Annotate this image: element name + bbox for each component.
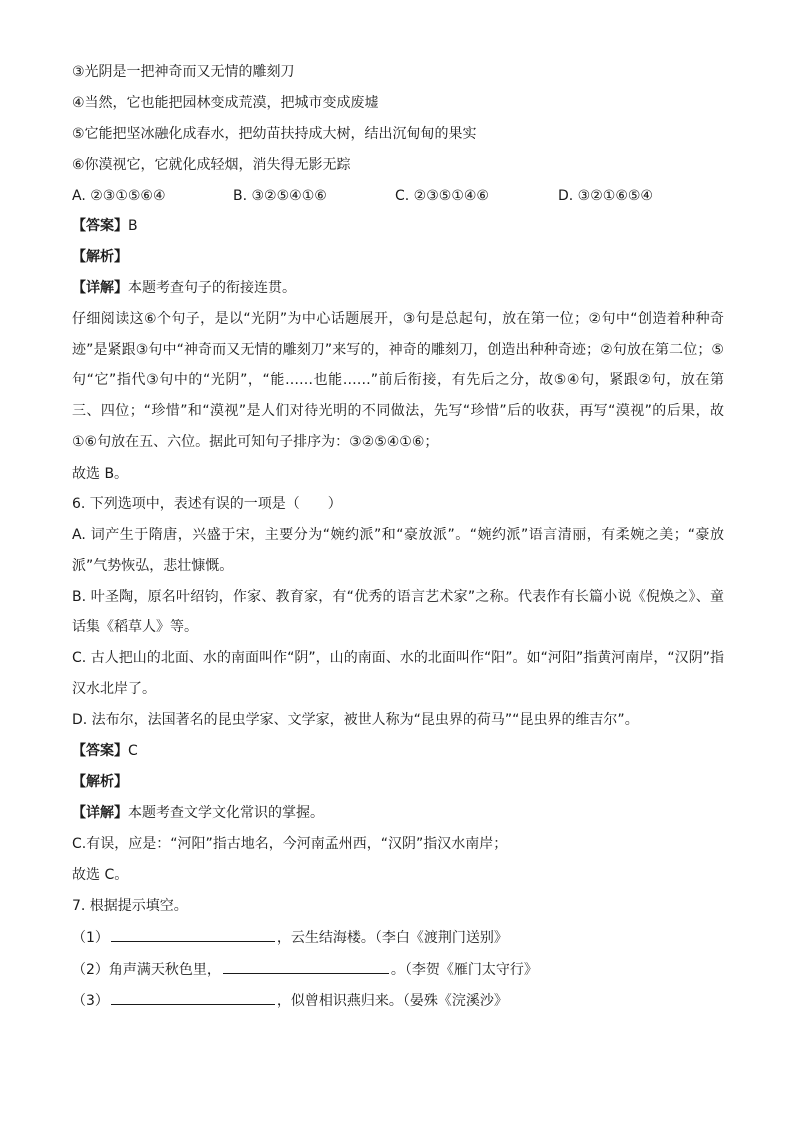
item-after: ，似曾相识燕归来。（晏殊《浣溪沙》 <box>276 993 508 1010</box>
analysis-label: 【解析】 <box>72 774 128 791</box>
q6-conclusion: 故选 C。 <box>72 866 129 883</box>
document-page <box>72 62 724 1022</box>
q7-item-2 <box>72 959 724 980</box>
q6-explanation: C.有误，应是：“河阳”指古地名，今河南孟州西，“汉阴”指汉水南岸； <box>72 836 508 852</box>
item-before: 角声满天秋色里， <box>108 961 221 978</box>
item-number: （3） <box>72 993 109 1010</box>
answer-label: 【答案】 <box>72 743 128 760</box>
q6-analysis <box>72 772 724 792</box>
q6-detail <box>72 803 724 823</box>
item-number: （1） <box>72 929 109 946</box>
sentence-3: ③光阴是一把神奇而又无情的雕刻刀 <box>72 64 295 80</box>
answer-value: B <box>128 218 138 235</box>
option-b: B. ③②⑤④①⑥ <box>233 187 327 204</box>
q6-option-d: D. 法布尔，法国著名的昆虫学家、文学家，被世人称为“昆虫界的荷马”“昆虫界的维吉尔”。 <box>72 712 639 729</box>
q6-option-b: B. 叶圣陶，原名叶绍钧，作家、教育家，有“优秀的语言艺术家”之称。代表作有长篇小说《倪焕之》、童话集《稻草人》等。 <box>72 588 724 636</box>
q5-detail <box>72 278 724 298</box>
q5-conclusion: 故选 B。 <box>72 465 129 482</box>
answer-value: C <box>128 743 138 760</box>
sentence-6: ⑥你漠视它，它就化成轻烟，消失得无影无踪 <box>72 156 351 173</box>
fill-blank[interactable] <box>223 959 389 974</box>
detail-label: 【详解】 <box>72 280 128 297</box>
q5-answer <box>72 216 724 236</box>
sentence-5: ⑤它能把坚冰融化成春水，把幼苗扶持成大树，结出沉甸甸的果实 <box>72 125 477 142</box>
option-c: C. ②③⑤①④⑥ <box>395 187 489 204</box>
item-after: 。（李贺《雁门太守行》 <box>390 961 538 978</box>
q6-option-a: A. 词产生于隋唐，兴盛于宋，主要分为“婉约派”和“豪放派”。“婉约派”语言清丽，有柔婉之美；“豪放派”气势恢弘，悲壮慷慨。 <box>72 526 724 574</box>
q5-options <box>72 186 724 206</box>
sentence-4: ④当然，它也能把园林变成荒漠，把城市变成废墟 <box>72 94 379 111</box>
q6-option-c: C. 古人把山的北面、水的南面叫作“阴”，山的南面、水的北面叫作“阳”。如“河阳”指黄河南岸，“汉阴”指汉水北岸了。 <box>72 650 724 698</box>
answer-label: 【答案】 <box>72 218 128 235</box>
q6-answer <box>72 741 724 761</box>
q7-item-3 <box>72 990 724 1011</box>
q5-explanation: 仔细阅读这⑥个句子，是以“光阴”为中心话题展开，③句是总起句，放在第一位；②句中“创造着种种奇迹”是紧跟③句中“神奇而又无情的雕刻刀”来写的，神奇的雕刻刀，创造出种种奇迹；②句放在第二位；⑤句“它”指代③句中的“光阴”，“能……也能……”前后衔接，有先后之分，故⑤④句，紧跟②句，放在第三、四位；“珍惜”和“漠视”是人们对待光明的不同做法，先写“珍惜”后的收获，再写“漠视”的后果，故①⑥句放在五、六位。据此可知句子排序为：③②⑤④①⑥； <box>72 310 724 451</box>
detail-label: 【详解】 <box>72 805 128 822</box>
q6-question: 6. 下列选项中，表述有误的一项是（ ） <box>72 496 342 513</box>
analysis-label: 【解析】 <box>72 249 128 266</box>
detail-text: 本题考查句子的衔接连贯。 <box>128 280 296 297</box>
fill-blank[interactable] <box>111 990 275 1005</box>
option-a: A. ②③①⑤⑥④ <box>72 187 166 204</box>
fill-blank[interactable] <box>111 927 275 942</box>
q5-analysis <box>72 247 724 267</box>
detail-text: 本题考查文学文化常识的掌握。 <box>128 805 324 822</box>
item-number: （2） <box>72 961 109 978</box>
option-d: D. ③②①⑥⑤④ <box>558 187 653 204</box>
q7-question: 7. 根据提示填空。 <box>72 897 188 914</box>
q7-item-1 <box>72 927 724 948</box>
item-after: ，云生结海楼。（李白《渡荆门送别》 <box>276 929 508 946</box>
